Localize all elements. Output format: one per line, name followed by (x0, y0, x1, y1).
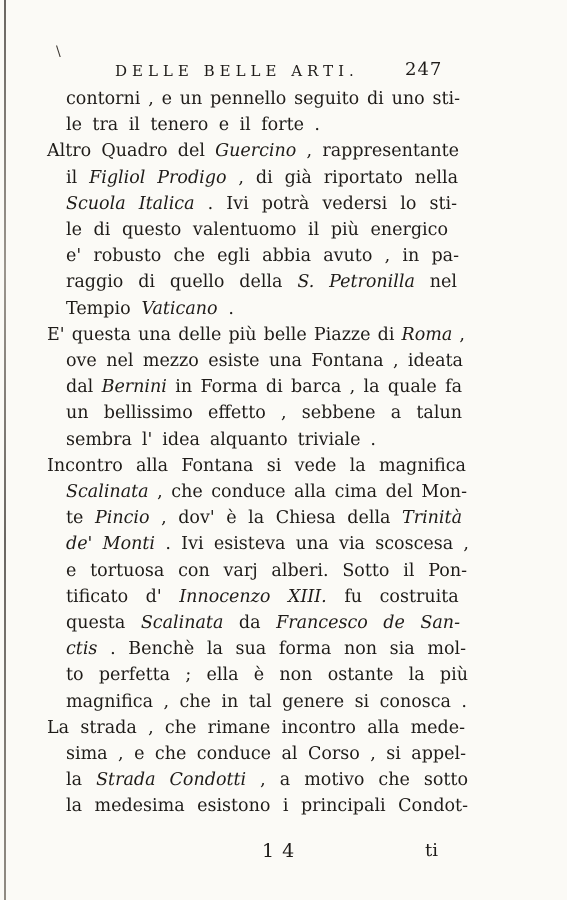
italic-segment: Guercino (215, 141, 297, 162)
text-line (66, 689, 467, 715)
text-line (47, 715, 465, 741)
text-segment: . Ivi potrà vedersi lo sti- (194, 193, 457, 214)
text-segment: , rappresentante (296, 141, 459, 162)
italic-segment: Trinità (402, 508, 462, 529)
italic-segment: Strada Condotti (96, 770, 247, 791)
italic-segment: Scalinata (66, 482, 149, 502)
text-line (66, 165, 458, 191)
text-segment: e' robusto che egli abbia avuto , in pa- (66, 246, 459, 267)
italic-segment: Vaticano (141, 298, 218, 319)
text-line (66, 112, 320, 138)
text-segment: contorni , e un pennello seguito di uno sti- (66, 89, 460, 109)
text-segment: la medesima esistono i principali Condot- (66, 796, 468, 817)
text-segment: Tempio (66, 298, 142, 319)
text-line (66, 296, 234, 322)
text-segment: nel (414, 272, 458, 293)
text-line (66, 584, 459, 610)
text-segment: , dov' è la Chiesa della (149, 508, 403, 529)
text-line (66, 505, 462, 531)
text-segment: le tra il tenero e il forte . (66, 115, 320, 136)
text-segment: il (66, 167, 90, 188)
text-segment: , a motivo che sotto (246, 770, 468, 791)
text-line (66, 741, 466, 767)
text-segment: raggio di quello della (66, 272, 298, 293)
text-segment: , che conduce alla cima del Mon- (148, 482, 467, 502)
text-line (66, 767, 468, 793)
text-line (66, 558, 467, 584)
catchword: ti (425, 840, 438, 861)
text-line (66, 793, 468, 819)
italic-segment: Francesco de San- (276, 613, 460, 633)
text-segment: Altro Quadro del (47, 141, 216, 162)
text-line (66, 400, 462, 426)
text-segment: . Benchè la sua forma non sia mol- (97, 639, 466, 660)
text-line (47, 453, 466, 479)
text-segment: sima , e che conduce al Corso , si appel- (66, 744, 466, 764)
tick-mark: \ (56, 44, 61, 60)
text-line (47, 138, 459, 164)
page-number: 247 (405, 59, 443, 80)
text-segment: te (66, 508, 95, 529)
running-title: DELLE BELLE ARTI. (115, 62, 359, 80)
text-segment: ove nel mezzo esiste una Fontana , ideata (66, 351, 463, 371)
text-line (66, 479, 467, 505)
text-line (47, 322, 465, 348)
text-line (66, 531, 469, 557)
text-line (66, 191, 457, 217)
italic-segment: Bernini (101, 377, 167, 398)
text-segment: sembra l' idea alquanto triviale . (66, 429, 376, 450)
text-line (66, 86, 460, 112)
text-segment: un bellissimo effetto , sebbene a talun (66, 403, 462, 424)
italic-segment: S. Petronilla (297, 272, 415, 293)
text-segment: da (223, 613, 277, 633)
italic-segment: Scuola Italica (66, 193, 195, 214)
text-segment: , (452, 324, 465, 345)
text-segment: Incontro alla Fontana si vede la magnifica (47, 455, 466, 476)
italic-segment: de' Monti (66, 534, 156, 555)
text-segment: to perfetta ; ella è non ostante la più (66, 665, 468, 686)
italic-segment: Pincio (94, 508, 150, 529)
text-line (66, 427, 376, 453)
text-segment: tificato d' (66, 586, 180, 607)
text-segment: in Forma di barca , la quale fa (166, 377, 462, 398)
text-line (66, 269, 457, 295)
italic-segment: Innocenzo XIII. (179, 586, 327, 607)
text-segment: . Ivi esisteva una via scoscesa , (155, 534, 469, 555)
text-line (66, 348, 463, 374)
text-segment: le di questo valentuomo il più energico (66, 220, 448, 240)
text-segment: dal (66, 377, 102, 398)
italic-segment: Scalinata (140, 613, 224, 633)
text-segment: La strada , che rimane incontro alla mede- (47, 717, 465, 738)
text-segment: magnifica , che in tal genere si conosca . (66, 691, 467, 712)
text-segment: fu costruita (326, 586, 459, 607)
text-line (66, 610, 460, 636)
text-line (66, 662, 468, 688)
text-segment: . (217, 298, 234, 319)
text-segment: E' questa una delle più belle Piazze di (47, 324, 402, 345)
text-line (66, 636, 466, 662)
page-edge (4, 0, 6, 900)
text-line (66, 217, 448, 243)
italic-segment: Roma (401, 324, 453, 345)
text-segment: la (66, 770, 97, 791)
text-segment: , di già riportato nella (226, 167, 459, 188)
text-line (66, 374, 462, 400)
text-segment: questa (66, 613, 141, 633)
text-segment: e tortuosa con varj alberi. Sotto il Pon- (66, 560, 467, 581)
italic-segment: ctis (66, 639, 98, 660)
text-line (66, 243, 459, 269)
italic-segment: Figliol Prodigo (89, 167, 227, 188)
printer-signature: 14 (262, 840, 303, 862)
